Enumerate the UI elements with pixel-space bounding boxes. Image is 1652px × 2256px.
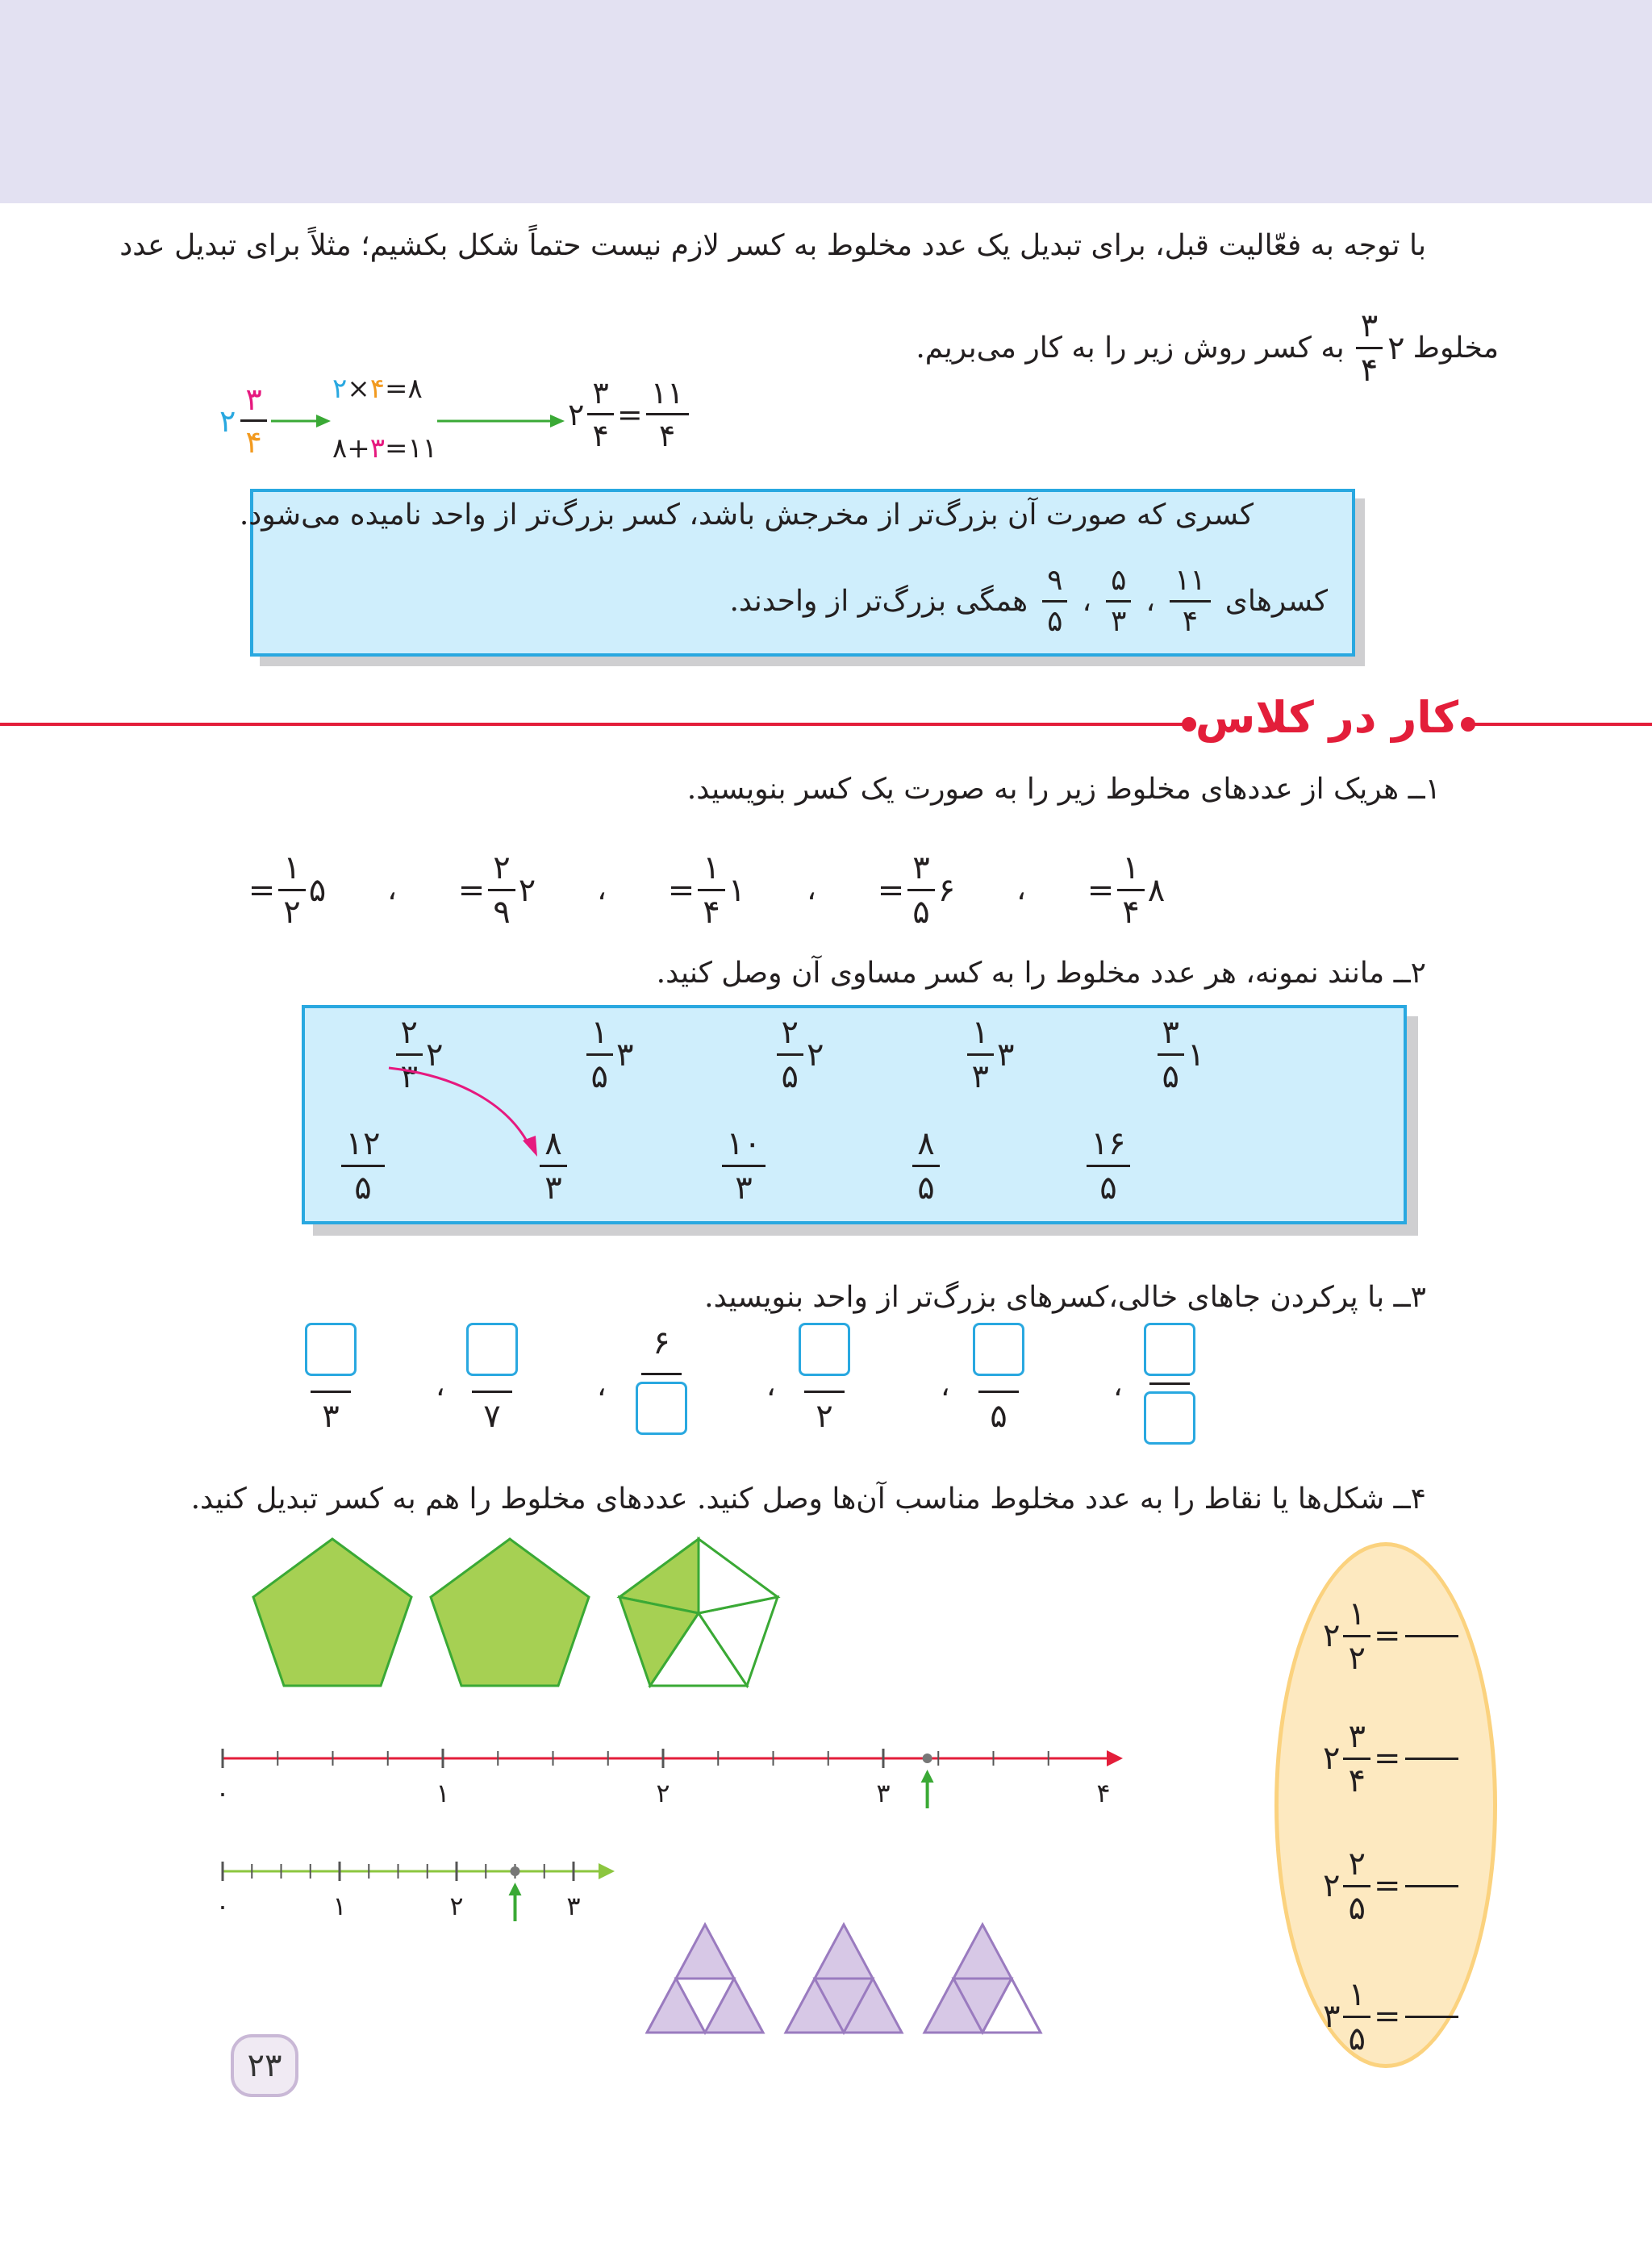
q1-equals: = xyxy=(1087,871,1115,909)
fraction-denominator: ۵ xyxy=(1099,1170,1117,1207)
q4-oval-items xyxy=(1323,1574,1468,2081)
fraction-denominator: ۵ xyxy=(1162,1058,1179,1095)
fraction-numerator: ۱ xyxy=(586,1016,613,1056)
fraction-numerator: ۱ xyxy=(698,852,724,891)
mixed-fraction xyxy=(698,849,724,931)
fraction-numerator: ۱۱ xyxy=(1170,566,1211,603)
fraction-denominator: ۳ xyxy=(971,1058,989,1095)
fraction-denominator: ۲ xyxy=(1348,1639,1366,1677)
fraction-denominator: ۵ xyxy=(1348,2020,1366,2058)
method-equals: = xyxy=(616,396,643,432)
q2-mixed-4[interactable] xyxy=(894,1016,1084,1093)
mixed-whole: ۲ xyxy=(1323,1617,1341,1654)
fraction-denominator: ۴ xyxy=(1360,352,1379,389)
method-start-whole: ۲ xyxy=(219,402,236,439)
examples-separator: ، xyxy=(1082,585,1092,618)
fraction-denominator: ۳ xyxy=(400,1058,418,1095)
fraction-denominator: ۳ xyxy=(735,1170,753,1207)
q3-item-5 xyxy=(966,1323,1031,1435)
number-line-green xyxy=(211,1847,631,1928)
fraction-numerator: ۲ xyxy=(488,852,515,891)
method-result-fraction xyxy=(587,377,613,451)
tick-label: ۳ xyxy=(876,1778,891,1808)
q1-item-1 xyxy=(1045,849,1207,931)
q1-item-5 xyxy=(206,849,368,931)
fraction-numerator: ۳ xyxy=(907,852,934,891)
fraction-numerator: ۲ xyxy=(396,1016,423,1056)
q3-denominator-box[interactable] xyxy=(1144,1391,1195,1445)
fraction-numerator: ۱ xyxy=(967,1016,994,1056)
q3-separator: ، xyxy=(941,1370,950,1403)
fraction-numerator: ۳ xyxy=(1158,1016,1184,1056)
pentagon-partial xyxy=(620,1539,778,1686)
triangle-group-1 xyxy=(647,1924,763,2033)
q3-item-2 xyxy=(460,1323,524,1435)
number-line-arrowhead xyxy=(599,1863,615,1879)
q3-separator: ، xyxy=(597,1370,607,1403)
q2-fraction-3[interactable] xyxy=(703,1125,784,1207)
fraction-denominator: ۴ xyxy=(1348,1762,1366,1799)
fraction-denominator: ۴ xyxy=(1182,605,1199,638)
fraction-bar xyxy=(978,1391,1019,1393)
mixed-whole: ۲ xyxy=(1387,329,1405,367)
fraction-denominator: ۵ xyxy=(1047,605,1063,638)
tick-label: ۱ xyxy=(332,1891,347,1921)
mixed-whole: ۳ xyxy=(616,1036,634,1074)
mixed-fraction xyxy=(777,1016,803,1093)
q1-item-4 xyxy=(416,849,578,931)
step1-result: =۸ xyxy=(385,373,423,405)
examples-separator: ، xyxy=(1145,585,1156,618)
q1-separator: ، xyxy=(387,874,397,907)
fraction-numerator: ۱۰ xyxy=(722,1128,766,1167)
header-band xyxy=(0,0,1652,203)
q1-equals: = xyxy=(248,871,276,909)
method-step-1 xyxy=(332,373,423,405)
mixed-whole: ۳ xyxy=(1323,1998,1341,2035)
q3-item-4 xyxy=(792,1323,857,1435)
q3-numerator-box[interactable] xyxy=(305,1323,357,1376)
fraction-denominator: ۴ xyxy=(703,894,720,931)
fraction-numerator: ۸ xyxy=(540,1128,566,1167)
q3-separator: ، xyxy=(436,1370,445,1403)
mixed-fraction xyxy=(967,1016,994,1093)
intro-line-2 xyxy=(916,307,1499,389)
oval-equals: = xyxy=(1373,1998,1401,2035)
mixed-whole: ۲ xyxy=(1323,1867,1341,1904)
fraction-numerator: ۱۲ xyxy=(341,1128,386,1167)
mixed-whole: ۸ xyxy=(1147,871,1166,909)
tick-label: ۱ xyxy=(436,1778,450,1808)
step2-numerator: ۳ xyxy=(369,432,386,465)
fraction-denominator: ۵ xyxy=(917,1170,935,1207)
oval-answer-line[interactable] xyxy=(1405,1758,1458,1760)
mixed-fraction xyxy=(1343,1845,1370,1927)
fraction-numerator: ۱ xyxy=(1117,852,1144,891)
q1-separator: ، xyxy=(807,874,816,907)
pentagon-full-2 xyxy=(431,1539,589,1686)
definition-examples xyxy=(729,566,1328,636)
tick-label: ۰ xyxy=(215,1778,230,1808)
oval-equals: = xyxy=(1373,1740,1401,1777)
mixed-fraction xyxy=(1117,849,1144,931)
oval-equals: = xyxy=(1373,1867,1401,1904)
q2-mixed-5[interactable] xyxy=(1084,1016,1274,1093)
q4-pentagons xyxy=(242,1532,791,1694)
q3-numerator-box[interactable] xyxy=(466,1323,518,1376)
method-result-denominator: ۴ xyxy=(592,418,609,453)
q1-equals: = xyxy=(457,871,486,909)
fraction-denominator: ۹ xyxy=(493,894,511,931)
q3-separator: ، xyxy=(1113,1370,1123,1403)
fraction-bar xyxy=(1149,1382,1190,1385)
q3-text: ۳ــ با پرکردن جاهای خالی،کسرهای بزرگ‌تر از واحد بنویسید. xyxy=(704,1281,1426,1314)
fraction-numerator: ۹ xyxy=(1042,566,1067,603)
intro-prefix: مخلوط xyxy=(1412,332,1499,365)
mixed-whole: ۱ xyxy=(728,871,746,909)
q1-item-2 xyxy=(836,849,997,931)
q1-separator: ، xyxy=(597,874,607,907)
example-fraction-1 xyxy=(1170,566,1211,636)
q3-item-1 xyxy=(298,1323,363,1435)
fraction-bar xyxy=(472,1391,512,1393)
mixed-fraction xyxy=(1343,1595,1370,1677)
method-final-denominator: ۴ xyxy=(658,418,676,453)
q2-fraction-4[interactable] xyxy=(886,1125,966,1207)
fraction-denominator: ۵ xyxy=(990,1398,1007,1435)
fraction-denominator: ۵ xyxy=(781,1058,799,1095)
fraction-numerator: ۱ xyxy=(1343,1598,1370,1637)
page-number: ۲۳ xyxy=(231,2034,298,2097)
mixed-fraction xyxy=(488,849,515,931)
oval-item-4 xyxy=(1323,1952,1468,2081)
marked-point[interactable] xyxy=(511,1866,520,1876)
tick-label: ۲ xyxy=(656,1778,670,1808)
q3-denominator-box[interactable] xyxy=(636,1382,687,1435)
examples-prefix: کسرهای xyxy=(1224,585,1328,618)
q1-equals: = xyxy=(667,871,695,909)
fraction-denominator: ۵ xyxy=(1348,1889,1366,1927)
mixed-fraction xyxy=(1343,1975,1370,2058)
intro-line-1: با توجه به فعّالیت قبل، برای تبدیل یک عدد مخلوط به کسر لازم نیست حتماً شکل بکشیم؛ مثلاً برای تبدیل عدد xyxy=(119,229,1426,262)
mixed-fraction xyxy=(1158,1016,1184,1093)
mixed-fraction xyxy=(586,1016,613,1093)
step2-product: ۸+ xyxy=(332,432,370,465)
example-arrow-curve xyxy=(389,1068,529,1145)
mixed-whole: ۳ xyxy=(997,1036,1015,1074)
method-arrow-1-head xyxy=(316,415,331,427)
method-start-fraction xyxy=(240,382,266,460)
marked-point[interactable] xyxy=(923,1754,932,1763)
mixed-fraction xyxy=(278,849,305,931)
oval-mixed-number xyxy=(1323,1595,1401,1677)
intro-mixed-number xyxy=(1353,307,1405,389)
definition-text: کسری که صورت آن بزرگ‌تر از مخرجش باشد، کسر بزرگ‌تر از واحد نامیده می‌شود. xyxy=(239,498,1254,532)
example-fraction-2 xyxy=(1106,566,1131,636)
fraction xyxy=(1087,1125,1131,1207)
method-result xyxy=(568,377,692,451)
section-title: کار در کلاس xyxy=(1195,692,1458,743)
marked-point-arrowhead xyxy=(509,1883,522,1895)
fraction-numerator: ۲ xyxy=(1343,1848,1370,1887)
q3-item-3 xyxy=(621,1324,702,1435)
oval-answer-line[interactable] xyxy=(1405,1885,1458,1887)
q1-item-3 xyxy=(626,849,787,931)
q3-items xyxy=(298,1323,1210,1452)
fraction-denominator: ۵ xyxy=(590,1058,608,1095)
fraction-numerator: ۱۶ xyxy=(1087,1128,1131,1167)
examples-suffix: همگی بزرگ‌تر از واحدند. xyxy=(729,585,1028,618)
mixed-fraction xyxy=(1343,1717,1370,1799)
tick-label: ۰ xyxy=(215,1891,230,1921)
fraction-numerator: ۳ xyxy=(1356,310,1383,349)
step1-times-icon: × xyxy=(347,373,370,405)
fraction xyxy=(912,1125,939,1207)
q1-separator: ، xyxy=(1016,874,1026,907)
method-arrow-2-head xyxy=(550,415,565,427)
fraction-numerator: ۱ xyxy=(1343,1979,1370,2018)
q3-numerator-box[interactable] xyxy=(973,1323,1024,1376)
q3-item-6 xyxy=(1137,1323,1202,1445)
q4-text: ۴ــ شکل‌ها یا نقاط را به عدد مخلوط مناسب آن‌ها وصل کنید. عددهای مخلوط را هم به کسر تبدیل کنید. xyxy=(190,1482,1426,1516)
mixed-fraction xyxy=(1356,307,1383,389)
mixed-whole: ۱ xyxy=(1187,1036,1205,1074)
mixed-whole: ۲ xyxy=(518,871,536,909)
fraction-bar xyxy=(641,1373,682,1375)
step1-whole: ۲ xyxy=(332,373,348,405)
oval-item-3 xyxy=(1323,1820,1468,1952)
q1-text: ۱ــ هریک از عددهای مخلوط زیر را به صورت یک کسر بنویسید. xyxy=(686,773,1441,806)
mixed-whole: ۲ xyxy=(1323,1740,1341,1777)
method-final-fraction xyxy=(646,377,689,451)
mixed-whole: ۶ xyxy=(937,871,956,909)
q3-numerator-box[interactable] xyxy=(799,1323,850,1376)
tick-label: ۴ xyxy=(1096,1778,1111,1808)
method-start-denominator: ۴ xyxy=(245,424,262,460)
q1-equals: = xyxy=(877,871,905,909)
q2-fraction-5[interactable] xyxy=(1068,1125,1149,1207)
example-fraction-3 xyxy=(1042,566,1067,636)
q2-example-arrow xyxy=(379,1057,557,1161)
q4-triangles xyxy=(645,1920,1049,2049)
method-start-numerator: ۳ xyxy=(240,384,266,422)
method-step-2 xyxy=(332,432,437,465)
method-final-numerator: ۱۱ xyxy=(646,377,689,415)
fraction-denominator: ۵ xyxy=(912,894,930,931)
oval-item-1 xyxy=(1323,1574,1468,1697)
fraction-denominator: ۳ xyxy=(544,1170,562,1207)
oval-mixed-number xyxy=(1323,1717,1401,1799)
fraction-numerator: ۲ xyxy=(777,1016,803,1056)
fraction-denominator: ۲ xyxy=(283,894,301,931)
step1-denominator: ۴ xyxy=(369,373,386,405)
oval-answer-line[interactable] xyxy=(1405,1635,1458,1637)
tick-label: ۳ xyxy=(566,1891,581,1921)
marked-point-arrowhead xyxy=(921,1770,934,1783)
q3-separator: ، xyxy=(766,1370,776,1403)
fraction-denominator: ۲ xyxy=(816,1398,833,1435)
triangle-group-3 xyxy=(924,1924,1041,2033)
q1-items xyxy=(206,849,1207,931)
mixed-whole: ۲ xyxy=(807,1036,824,1074)
fraction-bar xyxy=(311,1391,351,1393)
triangle-group-2 xyxy=(786,1924,902,2033)
number-line-red xyxy=(211,1734,1131,1815)
fraction-denominator: ۳ xyxy=(1111,605,1127,638)
fraction-denominator: ۴ xyxy=(1122,894,1140,931)
method-result-whole: ۲ xyxy=(568,396,585,432)
pentagon-full-1 xyxy=(253,1539,411,1686)
method-start-mixed xyxy=(219,382,270,460)
mixed-whole: ۵ xyxy=(308,871,327,909)
fraction-numerator: ۸ xyxy=(912,1128,939,1167)
oval-item-2 xyxy=(1323,1697,1468,1820)
fraction-denominator: ۵ xyxy=(354,1170,372,1207)
q3-numerator-box[interactable] xyxy=(1144,1323,1195,1376)
section-line-dot-left xyxy=(1182,717,1196,732)
q2-mixed-3[interactable] xyxy=(703,1016,894,1093)
method-result-numerator: ۳ xyxy=(587,377,613,415)
oval-mixed-number xyxy=(1323,1845,1401,1927)
fraction xyxy=(722,1125,766,1207)
tick-label: ۲ xyxy=(449,1891,464,1921)
q2-text: ۲ــ مانند نمونه، هر عدد مخلوط را به کسر مساوی آن وصل کنید. xyxy=(656,957,1426,990)
step2-result: =۱۱ xyxy=(385,432,438,465)
oval-equals: = xyxy=(1373,1617,1401,1654)
fraction-numerator: ۱ xyxy=(278,852,305,891)
fraction-numerator: ۵ xyxy=(1106,566,1131,603)
fraction-numerator: ۶ xyxy=(653,1324,670,1362)
mixed-fraction xyxy=(907,849,934,931)
fraction-denominator: ۳ xyxy=(322,1398,340,1435)
fraction-denominator: ۷ xyxy=(483,1398,501,1435)
oval-mixed-number xyxy=(1323,1975,1401,2058)
mixed-whole: ۲ xyxy=(426,1036,444,1074)
oval-answer-line[interactable] xyxy=(1405,2016,1458,2018)
number-line-arrowhead xyxy=(1107,1750,1123,1766)
fraction-numerator: ۳ xyxy=(1343,1720,1370,1760)
intro-suffix: به کسر روش زیر را به کار می‌بریم. xyxy=(916,332,1345,365)
fraction-bar xyxy=(804,1391,845,1393)
